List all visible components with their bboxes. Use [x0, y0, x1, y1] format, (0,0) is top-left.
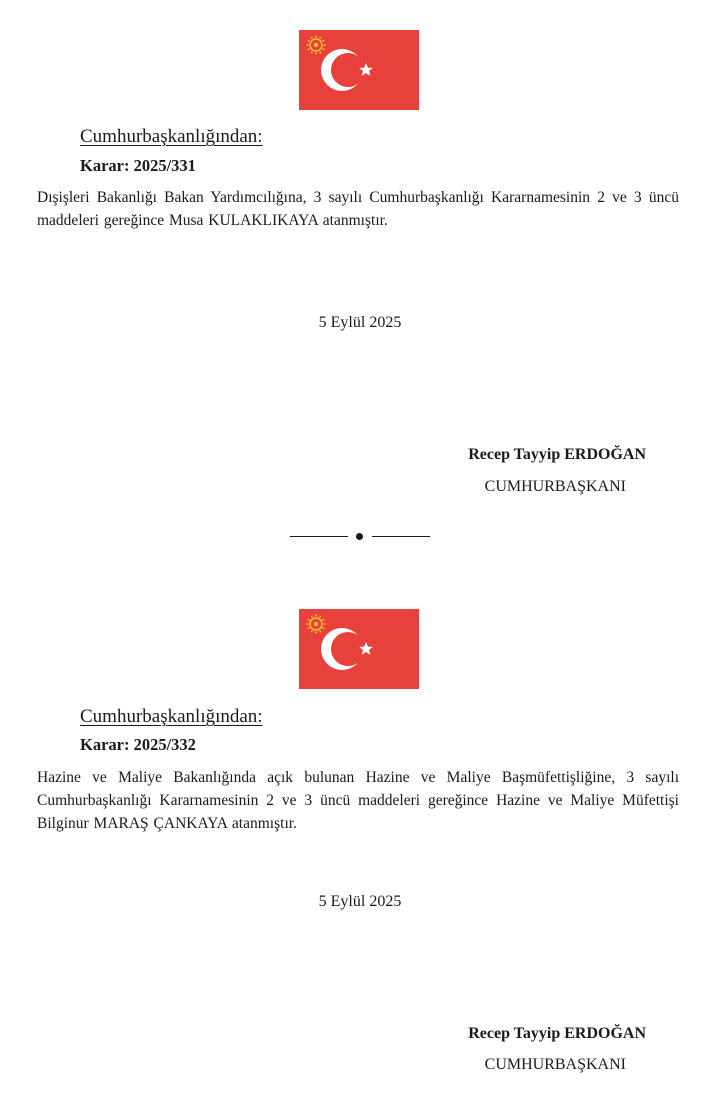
signer-name: Recep Tayyip ERDOĞAN: [468, 1025, 646, 1042]
separator-dot: [356, 533, 363, 540]
flag-icon: [299, 30, 419, 110]
signer-title: CUMHURBAŞKANI: [484, 478, 626, 495]
decree-text: Hazine ve Maliye Bakanlığında açık bulunan Hazine ve Maliye Başmüfettişliğine, 3 sayılı Cumhurbaşkanlığı Kararnamesinin 2 ve 3 üncü maddeleri gereğince Hazine ve Maliye Müfettişi Bilginur MARAŞ ÇANKAYA atanmıştır.: [37, 769, 679, 832]
section-separator: [290, 530, 430, 542]
separator-line-right: [372, 536, 430, 537]
decree-date: 5 Eylül 2025: [318, 314, 402, 331]
issuer-heading: Cumhurbaşkanlığından:: [80, 706, 263, 727]
signer-title: CUMHURBAŞKANI: [484, 1056, 626, 1073]
decision-number: Karar: 2025/331: [80, 156, 196, 175]
decree-date: 5 Eylül 2025: [318, 893, 402, 910]
decree-text: Dışişleri Bakanlığı Bakan Yardımcılığına, 3 sayılı Cumhurbaşkanlığı Kararnamesinin 2 ve 3 üncü maddeleri gereğince Musa KULAKLIKAYA atanmıştır.: [37, 189, 679, 229]
signer-name: Recep Tayyip ERDOĞAN: [468, 446, 646, 463]
flag-icon: [299, 609, 419, 689]
turkish-flag-emblem-icon: [299, 30, 419, 110]
turkish-flag-emblem-icon: [299, 609, 419, 689]
issuer-heading: Cumhurbaşkanlığından:: [80, 126, 263, 147]
separator-line-left: [290, 536, 348, 537]
decision-number: Karar: 2025/332: [80, 735, 196, 754]
